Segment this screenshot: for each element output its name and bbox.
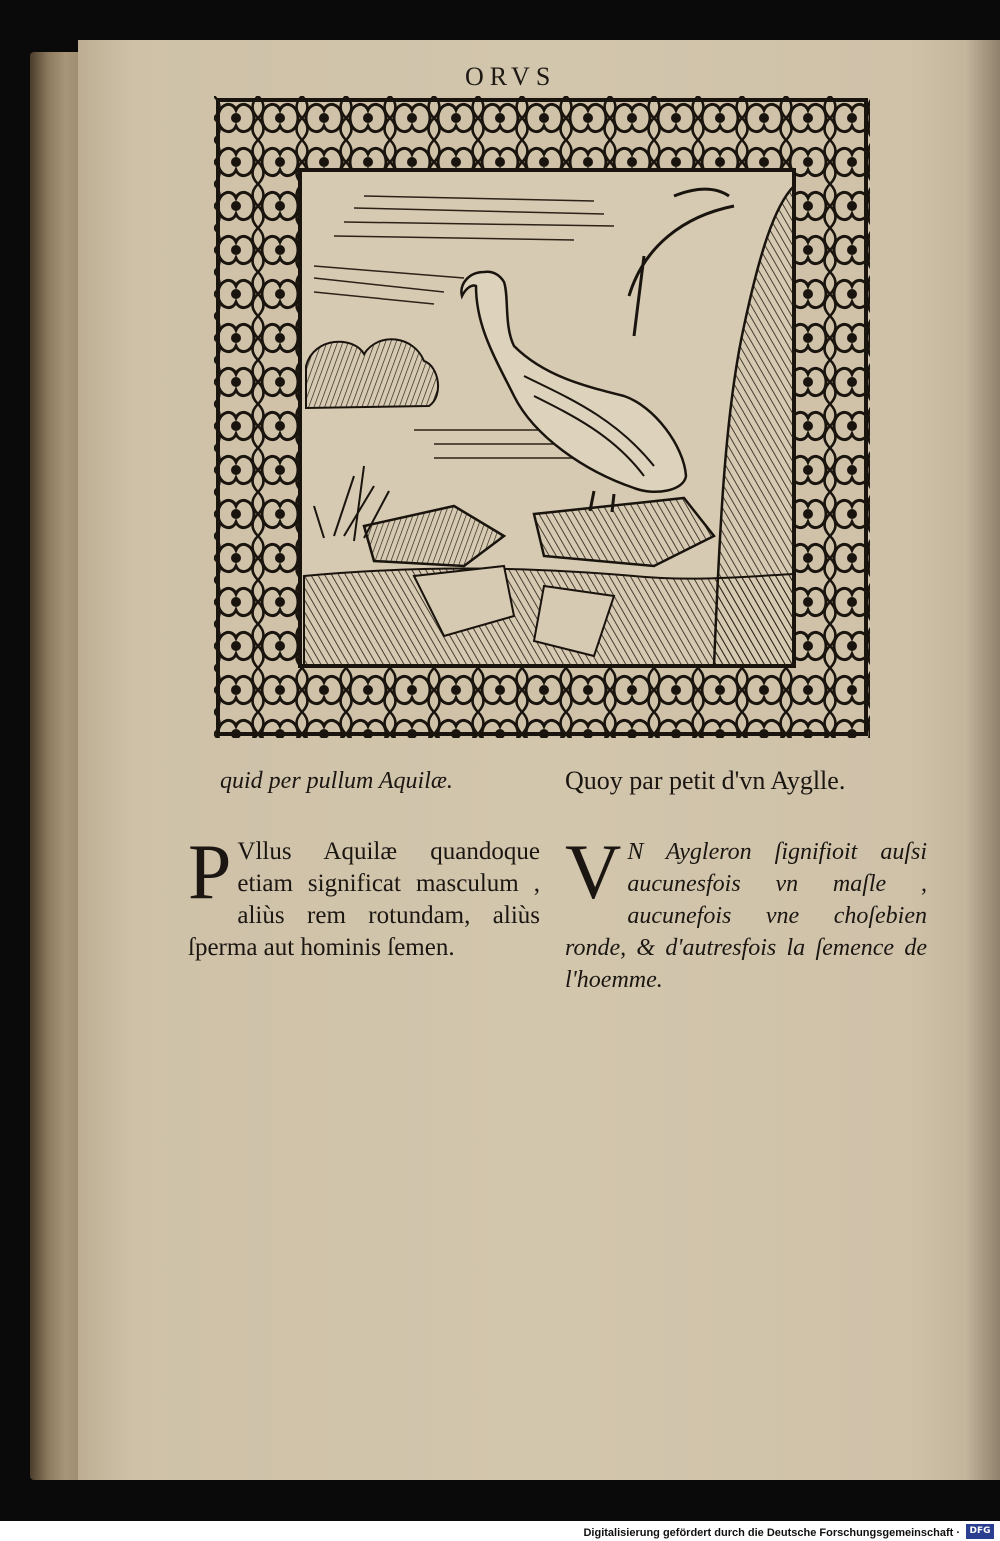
french-paragraph <box>565 828 927 996</box>
digitization-footer <box>0 1521 1000 1541</box>
footer-credit: Digitalisierung gefördert durch die Deutsche Forschungsgemeinschaft · <box>583 1527 960 1539</box>
french-caption: Quoy par petit d'vn Ayglle. <box>565 766 846 795</box>
woodcut-illustration <box>214 96 870 738</box>
latin-caption: quid per pullum Aquilæ. <box>220 768 453 794</box>
french-body-text: N Aygleron ſignifioit auſsi aucunesfois vn maſle , aucunefois vne choſebien ronde, & d'autresfois la ſemence de l'hoemme. <box>565 839 927 993</box>
latin-dropcap: P <box>188 828 232 915</box>
dfg-logo-icon: DFG <box>966 1524 994 1539</box>
woodcut-eagle-icon <box>214 96 870 738</box>
french-dropcap: V <box>565 828 622 915</box>
latin-body-text: Vllus Aquilæ quandoque etiam significat masculum , aliùs rem rotundam, aliùs ſperma aut hominis ſemen. <box>188 838 540 961</box>
latin-paragraph <box>188 828 540 964</box>
running-head: ORVS <box>465 62 557 91</box>
